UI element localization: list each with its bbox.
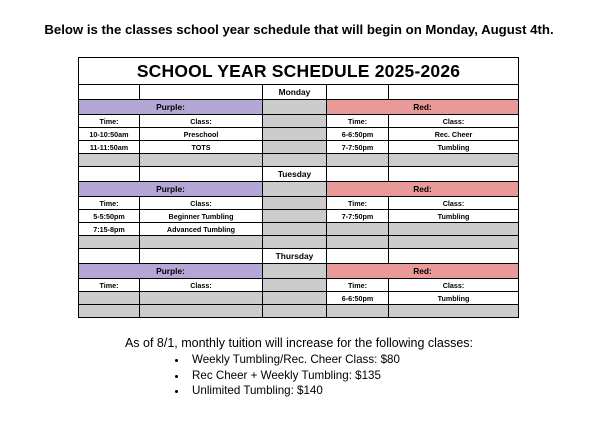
divider-cell xyxy=(263,292,327,305)
red-time-cell xyxy=(327,223,389,236)
red-class-cell xyxy=(389,223,519,236)
time-header: Time: xyxy=(79,115,140,128)
divider-cell xyxy=(263,115,327,128)
divider-cell xyxy=(263,182,327,197)
table-row xyxy=(79,236,519,249)
red-time-cell: 7-7:50pm xyxy=(327,210,389,223)
empty-cell xyxy=(327,167,389,182)
red-class-cell: Rec. Cheer xyxy=(389,128,519,141)
purple-class-cell xyxy=(140,292,263,305)
purple-time-cell xyxy=(79,292,140,305)
title-row xyxy=(79,58,519,85)
divider-cell xyxy=(263,279,327,292)
time-header: Time: xyxy=(327,197,389,210)
red-time-cell xyxy=(327,236,389,249)
red-time-cell: 6-6:50pm xyxy=(327,292,389,305)
red-class-cell: Tumbling xyxy=(389,141,519,154)
table-row xyxy=(79,305,519,318)
red-class-cell: Tumbling xyxy=(389,210,519,223)
column-header-row xyxy=(79,197,519,210)
day-row xyxy=(79,249,519,264)
class-header: Class: xyxy=(140,279,263,292)
purple-class-cell: Advanced Tumbling xyxy=(140,223,263,236)
table-row xyxy=(79,210,519,223)
empty-cell xyxy=(140,167,263,182)
purple-group-label: Purple: xyxy=(79,182,263,197)
table-row xyxy=(79,292,519,305)
column-header-row xyxy=(79,115,519,128)
divider-cell xyxy=(263,305,327,318)
day-name: Monday xyxy=(263,85,327,100)
divider-cell xyxy=(263,236,327,249)
divider-cell xyxy=(263,210,327,223)
day-row xyxy=(79,167,519,182)
table-row xyxy=(79,128,519,141)
purple-group-label: Purple: xyxy=(79,100,263,115)
divider-cell xyxy=(263,128,327,141)
purple-class-cell: Beginner Tumbling xyxy=(140,210,263,223)
purple-time-cell: 7:15-8pm xyxy=(79,223,140,236)
purple-time-cell xyxy=(79,154,140,167)
red-time-cell: 7-7:50pm xyxy=(327,141,389,154)
purple-class-cell xyxy=(140,236,263,249)
class-header: Class: xyxy=(389,197,519,210)
time-header: Time: xyxy=(79,197,140,210)
schedule-title: SCHOOL YEAR SCHEDULE 2025-2026 xyxy=(79,58,519,85)
table-row xyxy=(79,154,519,167)
schedule-table xyxy=(78,57,519,318)
class-header: Class: xyxy=(389,115,519,128)
tuition-list xyxy=(170,352,400,399)
red-time-cell: 6-6:50pm xyxy=(327,128,389,141)
purple-time-cell xyxy=(79,305,140,318)
table-row xyxy=(79,141,519,154)
red-group-label: Red: xyxy=(327,100,519,115)
purple-time-cell: 10-10:50am xyxy=(79,128,140,141)
purple-class-cell xyxy=(140,154,263,167)
time-header: Time: xyxy=(327,115,389,128)
red-class-cell xyxy=(389,305,519,318)
divider-cell xyxy=(263,264,327,279)
time-header: Time: xyxy=(79,279,140,292)
empty-cell xyxy=(140,249,263,264)
purple-class-cell: Preschool xyxy=(140,128,263,141)
tuition-item: • Unlimited Tumbling: $140 xyxy=(188,383,400,399)
divider-cell xyxy=(263,100,327,115)
red-class-cell: Tumbling xyxy=(389,292,519,305)
empty-cell xyxy=(389,249,519,264)
purple-class-cell xyxy=(140,305,263,318)
red-time-cell xyxy=(327,154,389,167)
group-header-row xyxy=(79,264,519,279)
purple-class-cell: TOTS xyxy=(140,141,263,154)
empty-cell xyxy=(389,85,519,100)
time-header: Time: xyxy=(327,279,389,292)
empty-cell xyxy=(327,249,389,264)
column-header-row xyxy=(79,279,519,292)
red-class-cell xyxy=(389,236,519,249)
group-header-row xyxy=(79,182,519,197)
day-row xyxy=(79,85,519,100)
empty-cell xyxy=(79,85,140,100)
empty-cell xyxy=(327,85,389,100)
empty-cell xyxy=(140,85,263,100)
tuition-item: • Weekly Tumbling/Rec. Cheer Class: $80 xyxy=(188,352,400,368)
schedule-table-container xyxy=(78,57,518,318)
class-header: Class: xyxy=(389,279,519,292)
empty-cell xyxy=(389,167,519,182)
group-header-row xyxy=(79,100,519,115)
red-class-cell xyxy=(389,154,519,167)
purple-group-label: Purple: xyxy=(79,264,263,279)
empty-cell xyxy=(79,249,140,264)
day-name: Tuesday xyxy=(263,167,327,182)
purple-time-cell: 11-11:50am xyxy=(79,141,140,154)
tuition-heading: As of 8/1, monthly tuition will increase for the following classes: xyxy=(124,336,474,350)
purple-time-cell: 5-5:50pm xyxy=(79,210,140,223)
red-group-label: Red: xyxy=(327,182,519,197)
divider-cell xyxy=(263,141,327,154)
red-time-cell xyxy=(327,305,389,318)
class-header: Class: xyxy=(140,115,263,128)
table-row xyxy=(79,223,519,236)
purple-time-cell xyxy=(79,236,140,249)
tuition-item: • Rec Cheer + Weekly Tumbling: $135 xyxy=(188,368,400,384)
intro-text: Below is the classes school year schedule that will begin on Monday, August 4th. xyxy=(44,22,554,37)
red-group-label: Red: xyxy=(327,264,519,279)
divider-cell xyxy=(263,197,327,210)
divider-cell xyxy=(263,223,327,236)
divider-cell xyxy=(263,154,327,167)
class-header: Class: xyxy=(140,197,263,210)
day-name: Thursday xyxy=(263,249,327,264)
empty-cell xyxy=(79,167,140,182)
